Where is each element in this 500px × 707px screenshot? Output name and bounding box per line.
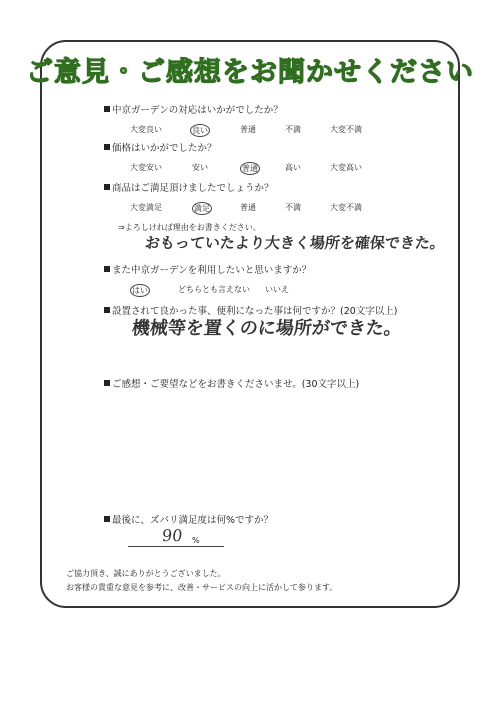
square-bullet-icon bbox=[104, 266, 110, 272]
question-2 bbox=[104, 140, 217, 154]
reason-prompt: ⇒よろしければ理由をお書きください。 bbox=[118, 223, 261, 232]
q2-option[interactable]: 大変安い bbox=[130, 163, 162, 172]
question-7 bbox=[104, 512, 273, 526]
question-7-label: 最後に、ズバリ満足度は何%ですか？ bbox=[112, 515, 274, 526]
question-2-label: 価格はいかがでしたか？ bbox=[112, 143, 217, 154]
q3-option-selected[interactable]: 満足 bbox=[194, 204, 210, 213]
thanks-line-2: お客様の貴重な意見を参考に、改善・サービスの向上に活かして参ります。 bbox=[66, 583, 338, 592]
q1-option[interactable]: 不満 bbox=[285, 125, 301, 134]
q2-option-selected[interactable]: 普通 bbox=[242, 164, 258, 173]
question-1 bbox=[104, 102, 283, 116]
square-bullet-icon bbox=[104, 307, 110, 313]
square-bullet-icon bbox=[104, 144, 110, 150]
square-bullet-icon bbox=[104, 184, 110, 190]
percent-unit: % bbox=[192, 536, 200, 545]
reason-answer[interactable]: おもっていたより大きく場所を確保できた。 bbox=[144, 234, 446, 252]
question-6 bbox=[104, 376, 359, 390]
q4-option-selected[interactable]: はい bbox=[132, 286, 148, 295]
q4-option[interactable]: どちらとも言えない bbox=[178, 285, 250, 294]
q1-option[interactable]: 大変不満 bbox=[330, 125, 362, 134]
q2-option[interactable]: 大変高い bbox=[330, 163, 362, 172]
satisfaction-answer[interactable]: 90 bbox=[161, 526, 184, 545]
q2-option[interactable]: 安い bbox=[192, 163, 208, 172]
square-bullet-icon bbox=[104, 106, 110, 112]
question-4 bbox=[104, 262, 311, 276]
q3-option[interactable]: 不満 bbox=[285, 203, 301, 212]
q1-option[interactable]: 大変良い bbox=[130, 125, 162, 134]
q3-option[interactable]: 普通 bbox=[240, 203, 256, 212]
question-1-label: 中京ガーデンの対応はいかがでしたか？ bbox=[112, 105, 283, 116]
q1-option[interactable]: 普通 bbox=[240, 125, 256, 134]
question-3 bbox=[104, 180, 274, 194]
question-5-answer[interactable]: 機械等を置くのに場所ができた。 bbox=[130, 318, 403, 339]
thanks-line-1: ご協力頂き、誠にありがとうございました。 bbox=[66, 569, 226, 578]
q2-option[interactable]: 高い bbox=[285, 163, 301, 172]
q1-option-selected[interactable]: 良い bbox=[192, 126, 208, 135]
square-bullet-icon bbox=[104, 516, 110, 522]
square-bullet-icon bbox=[104, 380, 110, 386]
q3-option[interactable]: 大変満足 bbox=[130, 203, 162, 212]
question-4-label: また中京ガーデンを利用したいと思いますか？ bbox=[112, 265, 312, 276]
satisfaction-underline bbox=[128, 546, 224, 547]
q4-option[interactable]: いいえ bbox=[265, 285, 289, 294]
question-5-label: 設置されて良かった事、便利になった事は何ですか？(20文字以上) bbox=[112, 306, 398, 317]
page-title: ご意見・ご感想をお聞かせください bbox=[26, 57, 474, 88]
q3-option[interactable]: 大変不満 bbox=[330, 203, 362, 212]
question-3-label: 商品はご満足頂けましたでしょうか？ bbox=[112, 183, 274, 194]
question-6-label: ご感想・ご要望などをお書きくださいませ。(30文字以上) bbox=[112, 379, 360, 390]
